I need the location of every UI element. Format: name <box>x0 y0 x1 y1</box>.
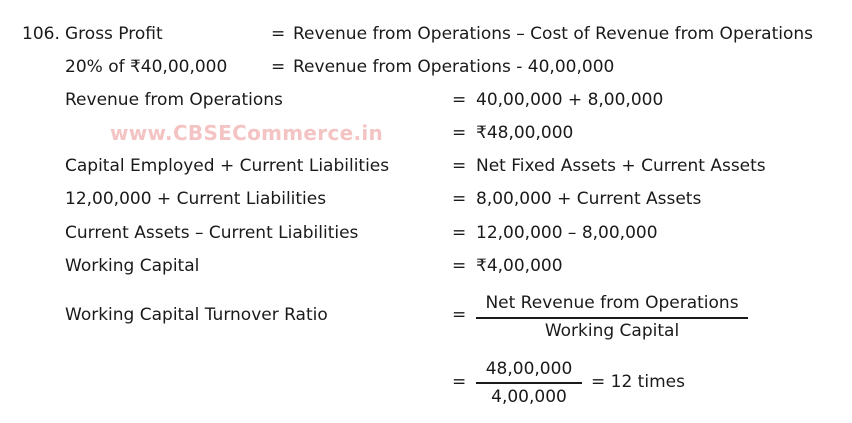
ratio-fraction-bar <box>476 317 748 319</box>
ratio-equals: = <box>452 305 467 325</box>
question-number: 106. <box>22 24 60 44</box>
row-value-current-assets: 8,00,000 + Current Assets <box>476 189 702 209</box>
row-equals: = <box>452 189 467 209</box>
result-equals: = <box>452 372 467 392</box>
row-label-20-percent: 20% of ₹40,00,000 <box>65 57 228 77</box>
result-denominator: 4,00,000 <box>491 387 567 407</box>
row-value-working-capital: ₹4,00,000 <box>476 256 563 276</box>
row-equals: = <box>452 123 467 143</box>
row-label-working-capital: Working Capital <box>65 256 200 276</box>
row-label-capital-employed: Capital Employed + Current Liabilities <box>65 156 390 176</box>
result-numerator: 48,00,000 <box>485 359 573 379</box>
row-equals: = <box>271 24 286 44</box>
watermark: www.CBSECommerce.in <box>110 121 384 145</box>
row-equals: = <box>452 156 467 176</box>
row-value-revenue: 40,00,000 + 8,00,000 <box>476 90 664 110</box>
row-value-capital-employed: Net Fixed Assets + Current Assets <box>476 156 766 176</box>
row-value-gross-profit: Revenue from Operations – Cost of Revenue from Operations <box>293 24 814 44</box>
row-label-gross-profit: Gross Profit <box>65 24 163 44</box>
row-value-ca-minus-cl: 12,00,000 – 8,00,000 <box>476 223 658 243</box>
row-equals: = <box>452 90 467 110</box>
row-value-revenue-total: ₹48,00,000 <box>476 123 574 143</box>
row-value-20-percent: Revenue from Operations - 40,00,000 <box>293 57 615 77</box>
ratio-numerator: Net Revenue from Operations <box>485 293 739 313</box>
row-equals: = <box>452 256 467 276</box>
row-equals: = <box>452 223 467 243</box>
result-fraction-bar <box>476 382 582 384</box>
ratio-label: Working Capital Turnover Ratio <box>65 305 328 325</box>
result-answer: = 12 times <box>591 372 685 392</box>
row-equals: = <box>271 57 286 77</box>
row-label-current-liabilities: 12,00,000 + Current Liabilities <box>65 189 327 209</box>
ratio-denominator: Working Capital <box>544 321 680 341</box>
row-label-revenue: Revenue from Operations <box>65 90 283 110</box>
row-label-ca-minus-cl: Current Assets – Current Liabilities <box>65 223 359 243</box>
